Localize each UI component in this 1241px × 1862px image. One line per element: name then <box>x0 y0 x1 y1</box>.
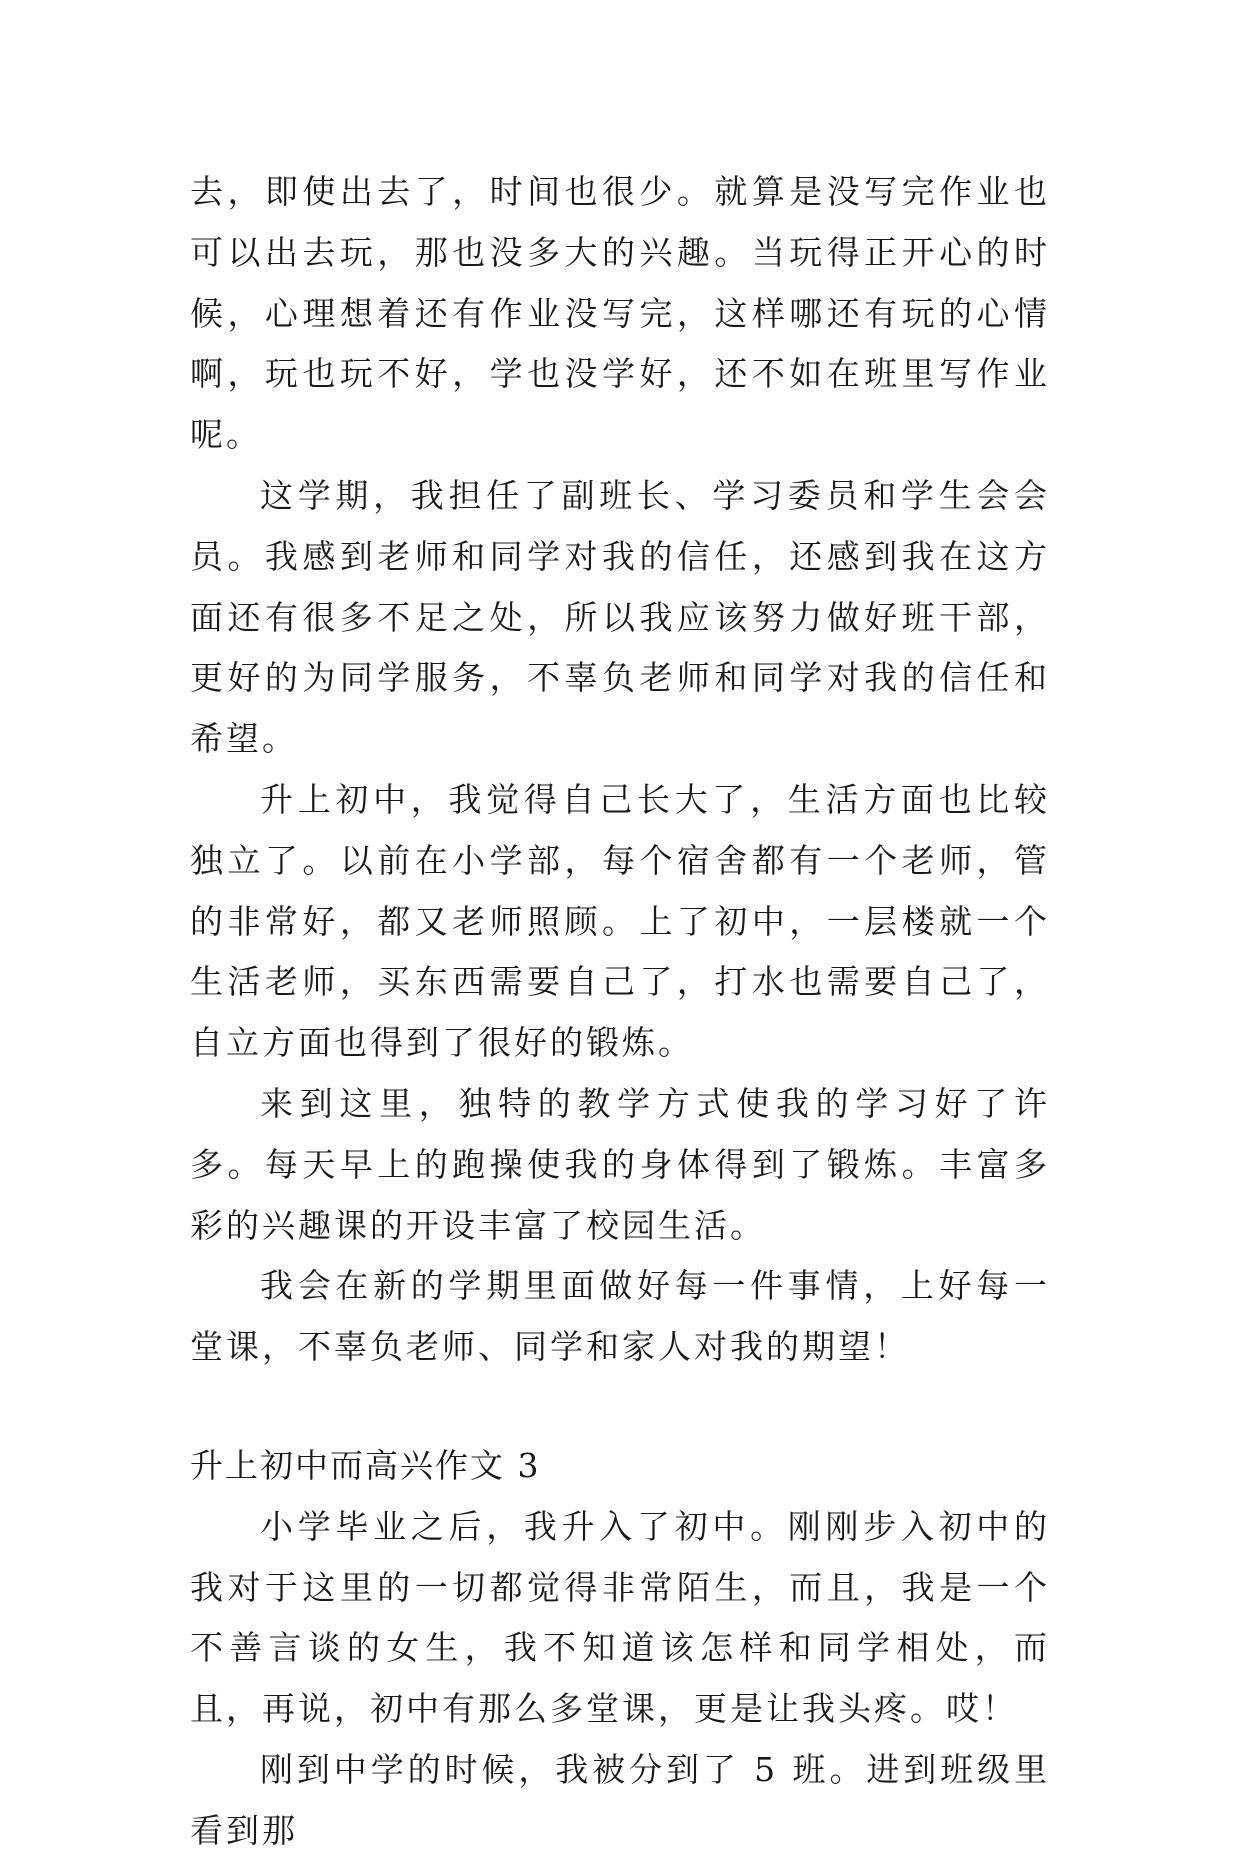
document-body <box>190 162 1050 1862</box>
paragraph-class-five: 刚到中学的时候，我被分到了 5 班。进到班级里看到那 <box>190 1749 1050 1850</box>
paragraph-teaching-style: 来到这里，独特的教学方式使我的学习好了许多。每天早上的跑操使我的身体得到了锻炼。丰富多彩的兴趣课的开设丰富了校园生活。 <box>190 1083 1050 1245</box>
paragraph-class-roles: 这学期，我担任了副班长、学习委员和学生会会员。我感到老师和同学对我的信任，还感到我在这方面还有很多不足之处，所以我应该努力做好班干部，更好的为同学服务，不辜负老师和同学对我的信任和希望。 <box>190 475 1050 759</box>
section-title: 升上初中而高兴作文 3 <box>190 1445 541 1485</box>
paragraph-primary-graduation: 小学毕业之后，我升入了初中。刚刚步入初中的我对于这里的一切都觉得非常陌生，而且，我是一个不善言谈的女生，我不知道该怎样和同学相处，而且，再说，初中有那么多堂课，更是让我头疼。哎！ <box>190 1506 1050 1729</box>
paragraph-independence: 升上初中，我觉得自己长大了，生活方面也比较独立了。以前在小学部，每个宿舍都有一个老师，管的非常好，都又老师照顾。上了初中，一层楼就一个生活老师，买东西需要自己了，打水也需要自己了，自立方面也得到了很好的锻炼。 <box>190 779 1050 1063</box>
paragraph-new-semester: 我会在新的学期里面做好每一件事情，上好每一堂课，不辜负老师、同学和家人对我的期望！ <box>190 1266 1050 1367</box>
paragraph-continued: 去，即使出去了，时间也很少。就算是没写完作业也可以出去玩，那也没多大的兴趣。当玩得正开心的时候，心理想着还有作业没写完，这样哪还有玩的心情啊，玩也玩不好，学也没学好，还不如在班里写作业呢。 <box>190 172 1050 455</box>
